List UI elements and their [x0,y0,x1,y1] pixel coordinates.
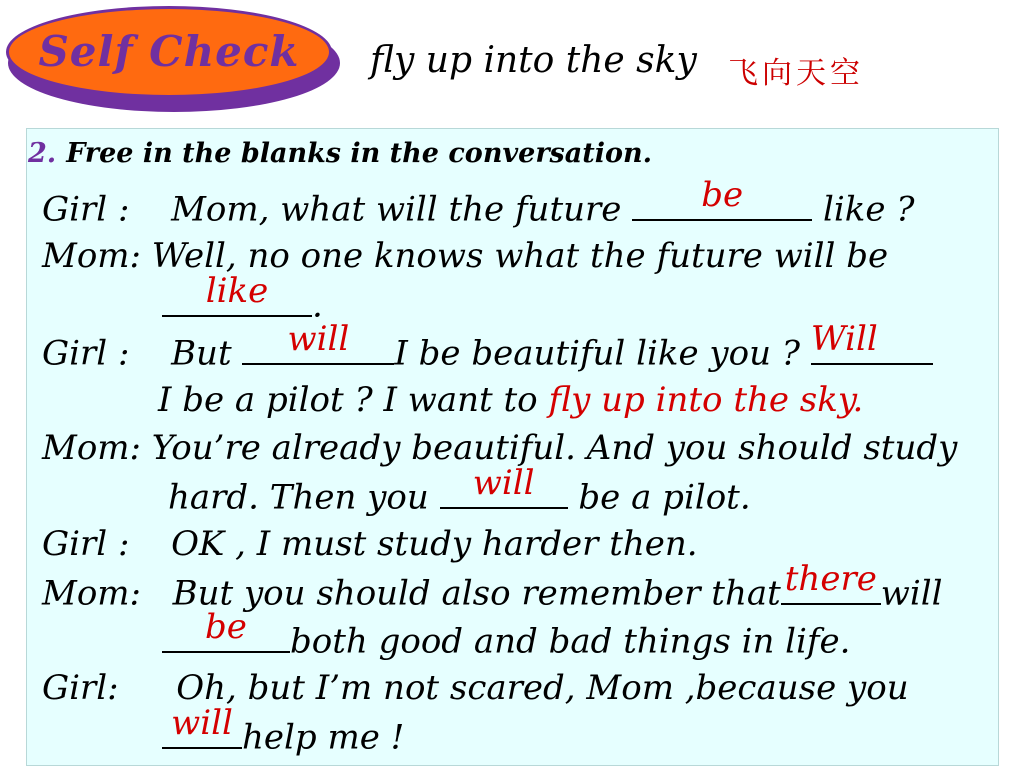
answer: be [701,175,744,216]
answer-blank [440,463,568,509]
dialogue-line-4 [42,319,933,374]
answer: will [171,703,233,744]
answer: be [205,607,247,648]
answer: will [472,463,535,504]
exercise-instruction [28,138,652,169]
answer-blank [781,559,881,605]
line-text: I be a pilot ? I want to [158,380,538,420]
line-text: help me ! [242,717,405,758]
speaker: Mom: [42,428,141,468]
answer-blank [162,607,290,653]
line-text: will [880,573,943,614]
header-phrase: fly up into the sky [370,40,697,81]
speaker: Girl : [42,524,130,564]
line-text: both good and bad things in life. [290,621,851,662]
answer: Will [810,319,878,360]
answer-blank [810,319,933,365]
line-text: But [171,333,232,374]
answer: like [205,271,269,312]
instruction-text: Free in the blanks in the conversation. [66,138,653,169]
line-text: You’re already beautiful. And you should study [151,428,958,468]
speaker: Girl : [42,333,130,374]
answer: will [287,319,350,360]
line-text: Oh, but I’m not scared, Mom ,because you [176,668,909,708]
dialogue-line-6 [42,428,957,468]
answer-blank [162,271,312,317]
answer-blank [242,319,394,365]
line-text: I be beautiful like you ? [394,333,800,374]
speaker: Girl: [42,668,119,708]
dialogue-line-1 [42,175,915,230]
speaker: Mom: [42,573,141,614]
exercise-number: 2. [28,138,57,169]
line-text: OK , I must study harder then. [171,524,698,564]
line-text: But you should also remember that [172,573,781,614]
dialogue-line-8 [42,524,698,564]
answer-blank [162,703,242,749]
header-chinese: 飞向天空 [728,56,864,91]
dialogue-line-2 [42,236,888,276]
line-text: Mom, what will the future [171,189,622,230]
line-text: . [312,285,323,326]
dialogue-line-5 [158,380,863,420]
speaker: Girl : [42,189,130,230]
answer: there [784,559,877,600]
answer-blank [632,175,812,221]
highlight-phrase: fly up into the sky. [548,380,864,420]
dialogue-line-10 [162,607,851,662]
line-text: be a pilot. [578,477,751,518]
dialogue-line-12 [162,703,405,758]
self-check-title: Self Check [38,27,300,76]
line-text: Well, no one knows what the future will be [151,236,889,276]
line-text: hard. Then you [168,477,429,518]
dialogue-line-11 [42,668,909,708]
dialogue-line-7 [168,463,751,518]
line-text: like ? [823,189,915,230]
speaker: Mom: [42,236,141,276]
